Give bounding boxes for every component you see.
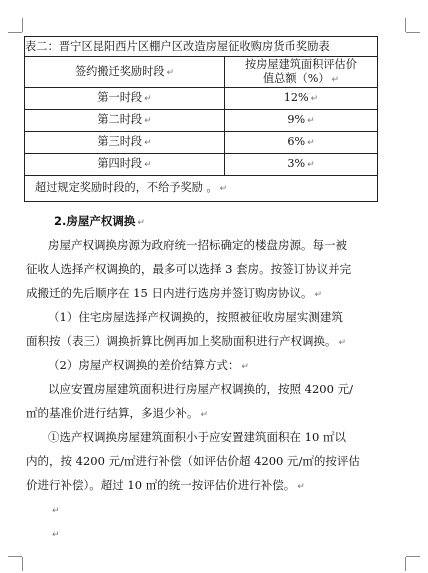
section-heading: 2.房屋产权调换 ↵ bbox=[54, 214, 145, 228]
paragraph-line: （2）房屋产权调换的差价结算方式： ↵ bbox=[48, 358, 249, 372]
crop-mark-bottom-left-h bbox=[8, 556, 22, 557]
row-period: 第一时段 ↵ bbox=[25, 88, 225, 110]
table-caption: 表二：晋宁区昆阳西片区棚户区改造房屋征收购房货币奖励表 bbox=[25, 37, 378, 57]
paragraph-line: ㎡的基准价进行结算，多退少补。 ↵ bbox=[26, 406, 209, 420]
row-rate: 3% ↵ bbox=[225, 154, 378, 176]
award-table bbox=[24, 36, 378, 202]
row-rate: 6% ↵ bbox=[225, 132, 378, 154]
crop-mark-top-right-h bbox=[406, 32, 420, 33]
row-rate: 12% ↵ bbox=[225, 88, 378, 110]
crop-mark-top-left-h bbox=[8, 32, 22, 33]
table-row bbox=[25, 88, 378, 110]
row-rate: 9% ↵ bbox=[225, 110, 378, 132]
crop-mark-bottom-left-v bbox=[22, 557, 23, 571]
table-row bbox=[25, 132, 378, 154]
empty-paragraph-mark: ↵ bbox=[52, 506, 60, 516]
paragraph-line: 价进行补偿）。超过 10 ㎡的统一按评估价进行补偿。 ↵ bbox=[26, 478, 305, 492]
row-period: 第三时段 ↵ bbox=[25, 132, 225, 154]
document-page bbox=[24, 36, 404, 540]
paragraph-line: 征收人选择产权调换的，最多可以选择 3 套房。按签订协议并完 bbox=[26, 262, 352, 276]
paragraph-line: 以应安置房屋建筑面积进行房屋产权调换的，按照 4200 元/ bbox=[48, 382, 353, 396]
crop-mark-bottom-right-v bbox=[405, 557, 406, 571]
row-period: 第四时段 ↵ bbox=[25, 154, 225, 176]
paragraph-line: 内的，按 4200 元/㎡进行补偿（如评估价超 4200 元/㎡的按评估 bbox=[26, 454, 360, 468]
table-row bbox=[25, 110, 378, 132]
table-footer: 超过规定奖励时段的，不给予奖励 。 ↵ bbox=[25, 176, 378, 202]
paragraph-line: ①选产权调换房屋建筑面积小于应安置建筑面积在 10 ㎡以 bbox=[48, 430, 346, 444]
paragraph-line: 面积按（表三）调换折算比例再加上奖励面积进行产权调换。 ↵ bbox=[26, 334, 347, 348]
paragraph-line: （1）住宅房屋选择产权调换的，按照被征收房屋实测建筑 bbox=[48, 310, 343, 324]
paragraph-line: 房屋产权调换房源为政府统一招标确定的楼盘房源。每一被 bbox=[48, 238, 347, 252]
crop-mark-bottom-right-h bbox=[406, 556, 420, 557]
row-period: 第二时段 ↵ bbox=[25, 110, 225, 132]
crop-mark-top-right-v bbox=[405, 18, 406, 32]
paragraph-line: 成搬迁的先后顺序在 15 日内进行选房并签订购房协议。 ↵ bbox=[26, 286, 322, 300]
header-rate: 按房屋建筑面积评估价 值总额（%） ↵ bbox=[225, 57, 378, 88]
header-period: 签约搬迁奖励时段 ↵ bbox=[25, 57, 225, 88]
crop-mark-top-left-v bbox=[22, 18, 23, 32]
empty-paragraph-mark: ↵ bbox=[52, 530, 60, 540]
table-row bbox=[25, 154, 378, 176]
